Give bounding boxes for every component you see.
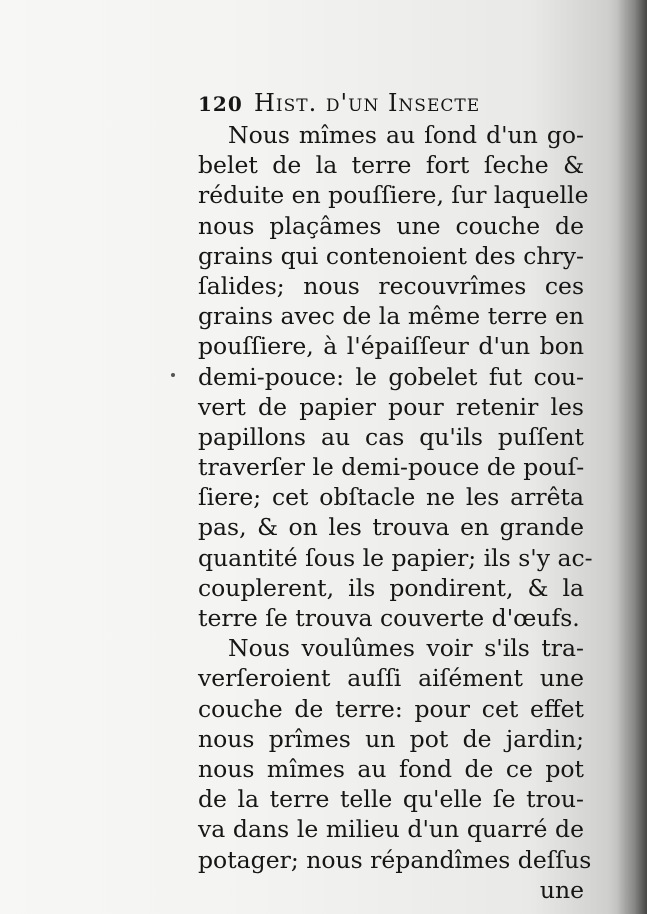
text-line: vert de papier pour retenir les	[198, 392, 584, 421]
ink-speck	[171, 373, 175, 377]
text-line: terre ſe trouva couverte d'œufs.	[198, 604, 580, 632]
text-line: Nous voulûmes voir s'ils tra-	[228, 634, 584, 663]
text-line: couplerent, ils pondirent, & la	[198, 573, 584, 602]
text-line: belet de la terre fort ſeche &	[198, 151, 584, 180]
catchword: une	[539, 875, 584, 904]
text-line: nous plaçâmes une couche de	[198, 211, 584, 240]
text-line: couche de terre: pour cet effet	[198, 694, 584, 723]
text-line: pas, & on les trouva en grande	[198, 513, 584, 542]
text-line: papillons au cas qu'ils puſſent	[198, 422, 584, 451]
text-line: quantité ſous le papier; ils s'y ac-	[198, 543, 593, 572]
text-line: nous mîmes au fond de ce pot	[198, 754, 584, 783]
text-line: réduite en pouſſiere, ſur laquelle	[198, 181, 589, 210]
text-line: va dans le milieu d'un quarré de	[198, 815, 584, 844]
text-line: pouſſiere, à l'épaiſſeur d'un bon	[198, 332, 584, 361]
text-line: ſalides; nous recouvrîmes ces	[198, 271, 584, 300]
text-line: ſiere; cet obſtacle ne les arrêta	[198, 483, 584, 512]
text-line: de la terre telle qu'elle ſe trou-	[198, 785, 584, 814]
running-title: Hist. d'un Insecte	[254, 89, 481, 117]
text-line: nous prîmes un pot de jardin;	[198, 724, 584, 753]
page-number: 120	[198, 92, 243, 116]
text-line: Nous mîmes au ſond d'un go-	[228, 121, 584, 149]
text-line: potager; nous répandîmes deſſus	[198, 845, 592, 874]
text-line: grains qui contenoient des chry-	[198, 241, 584, 270]
body-text	[198, 120, 593, 905]
text-line: traverſer le demi-pouce de pouſ-	[198, 453, 585, 482]
text-line: grains avec de la même terre en	[198, 302, 584, 331]
gutter-shadow	[617, 0, 647, 914]
text-line: demi-pouce: le gobelet fut cou-	[198, 362, 584, 391]
page-header	[198, 89, 558, 119]
text-line: verſeroient auſſi aiſément une	[198, 664, 584, 693]
